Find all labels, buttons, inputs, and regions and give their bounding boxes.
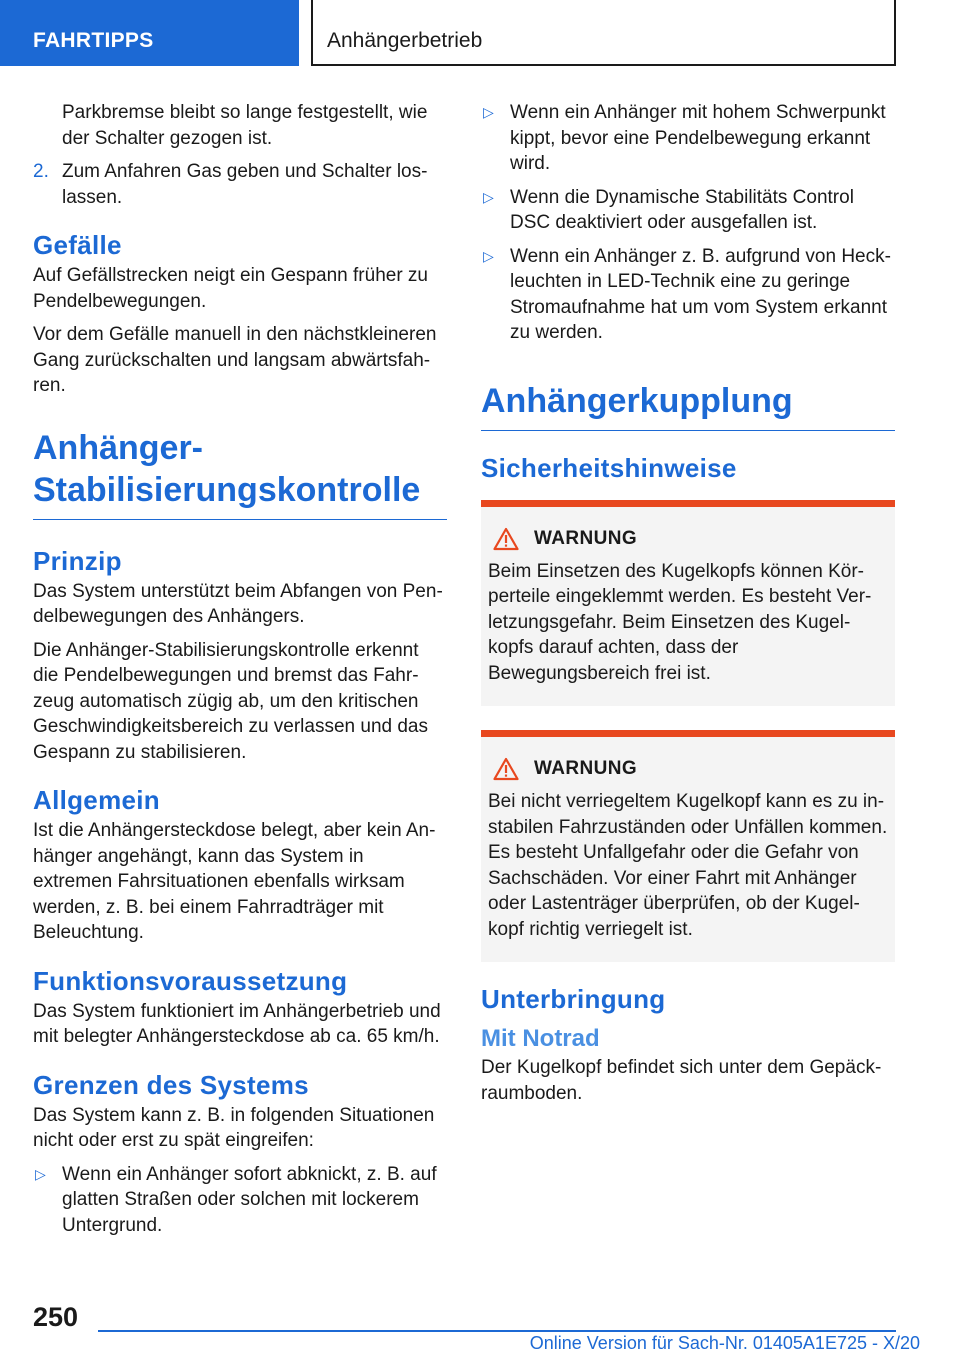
- section-label: FAHRTIPPS: [33, 29, 154, 52]
- warning-label: WARNUNG: [534, 758, 638, 779]
- prinzip-text-2: Die Anhänger-Stabilisierungskontrolle erkennt die Pendelbewegungen und bremst das Fahrzeug automatisch zügig ab, um den kritischen Geschwindigkeitsbereich zu verlassen und das Gespann zu stabilisieren.: [33, 639, 428, 763]
- warning-header: [488, 527, 888, 551]
- list-item: [481, 185, 895, 236]
- gefaelle-text-1: Auf Gefällstrecken neigt ein Gespann früher zu Pendelbewegungen.: [33, 265, 429, 312]
- step-item: [33, 159, 447, 210]
- intro-text: Parkbremse bleibt so lange festgestellt, wie der Schalter gezogen ist.: [62, 102, 428, 149]
- list-item-text: Wenn ein Anhänger sofort abknickt, z. B. auf glatten Straßen oder solchen mit lockerem Untergrund.: [62, 1163, 437, 1236]
- step-number: 2.: [33, 161, 49, 182]
- prinzip-text-1: Das System unterstützt beim Abfangen von Pendelbewegungen des Anhängers.: [33, 580, 443, 627]
- heading-funktion: Funktionsvoraussetzung: [33, 965, 348, 996]
- list-item-text: Wenn ein Anhänger mit hohem Schwerpunkt kippt, bevor eine Pendelbewegung erkannt wird.: [510, 102, 886, 174]
- gefaelle-text-2: Vor dem Gefälle manuell in den nächstkleineren Gang zurückschalten und langsam abwärtsfahren.: [33, 324, 437, 396]
- heading-sicherheit: Sicherheitshinweise: [481, 452, 737, 483]
- heading-notrad: Mit Notrad: [481, 1025, 600, 1052]
- heading-allgemein: Allgemein: [33, 785, 160, 815]
- grenzen-list: [33, 1162, 447, 1239]
- warning-triangle-icon: [493, 527, 519, 551]
- heading-grenzen: Grenzen des Systems: [33, 1069, 309, 1100]
- steps-list: [33, 159, 447, 210]
- left-column: [33, 100, 447, 1246]
- footer-divider: [98, 1330, 896, 1332]
- list-item: [481, 244, 895, 346]
- grenzen-text: Das System kann z. B. in folgenden Situationen nicht oder erst zu spät eingreifen:: [33, 1104, 435, 1151]
- allgemein-text: Ist die Anhängersteckdose belegt, aber kein Anhänger angehängt, kann das System in extremen Fahrsituationen ebenfalls wirksam werden, z. B. bei einem Fahrradträger mit Beleuchtung.: [33, 820, 436, 943]
- triangle-bullet-icon: ▷: [483, 247, 494, 264]
- heading-kupplung: Anhängerkupplung: [481, 380, 895, 431]
- warning-text: Beim Einsetzen des Kugelkopfs können Körperteile eingeklemmt werden. Es besteht Verletzungsgefahr. Beim Einsetzen des Kugelkopfs darauf achten, dass der Bewegungsbereich frei ist.: [488, 560, 872, 684]
- section-tab: [0, 0, 299, 66]
- triangle-bullet-icon: ▷: [35, 1165, 46, 1182]
- grenzen-list-continued: [481, 100, 895, 346]
- triangle-bullet-icon: ▷: [483, 188, 494, 205]
- list-item-text: Wenn ein Anhänger z. B. aufgrund von Heckleuchten in LED-Technik eine zu geringe Stromaufnahme hat um vom System erkannt zu werden.: [510, 245, 891, 343]
- chapter-tab: [311, 0, 896, 66]
- page-header: [0, 0, 960, 66]
- list-item-text: Wenn die Dynamische Stabilitäts Control DSC deaktiviert oder ausgefallen ist.: [510, 186, 854, 233]
- heading-prinzip: Prinzip: [33, 545, 122, 576]
- funktion-text: Das System funktioniert im Anhängerbetrieb und mit belegter Anhängersteckdose ab ca. 65 km/h.: [33, 1000, 441, 1047]
- online-version-note: Online Version für Sach-Nr. 01405A1E725 - X/20: [529, 1333, 920, 1353]
- warning-box: [481, 500, 895, 707]
- chapter-label: Anhängerbetrieb: [327, 29, 483, 52]
- step-text: Zum Anfahren Gas geben und Schalter loslassen.: [62, 161, 428, 208]
- right-column: [481, 100, 895, 1114]
- warning-header: [488, 757, 888, 781]
- heading-asc: Anhänger-Stabilisierungskontrolle: [33, 427, 447, 520]
- warning-label: WARNUNG: [534, 527, 638, 549]
- heading-gefaelle: Gefälle: [33, 230, 122, 260]
- list-item: [481, 100, 895, 177]
- page-number: 250: [33, 1302, 79, 1332]
- list-item: [33, 1162, 447, 1239]
- heading-unterbringung: Unterbringung: [481, 984, 666, 1014]
- warning-triangle-icon: [493, 757, 519, 781]
- warning-box: [481, 730, 895, 962]
- warning-text: Bei nicht verriegeltem Kugelkopf kann es zu instabilen Fahrzuständen oder Unfällen kommen. Es besteht Unfallgefahr oder die Gefahr von Sachschäden. Vor einer Fahrt mit Anhänger oder Lastenträger überprüfen, ob der Kugelkopf richtig verriegelt ist.: [488, 791, 888, 940]
- notrad-text: Der Kugelkopf befindet sich unter dem Gepäckraumboden.: [481, 1057, 882, 1104]
- triangle-bullet-icon: ▷: [483, 104, 494, 120]
